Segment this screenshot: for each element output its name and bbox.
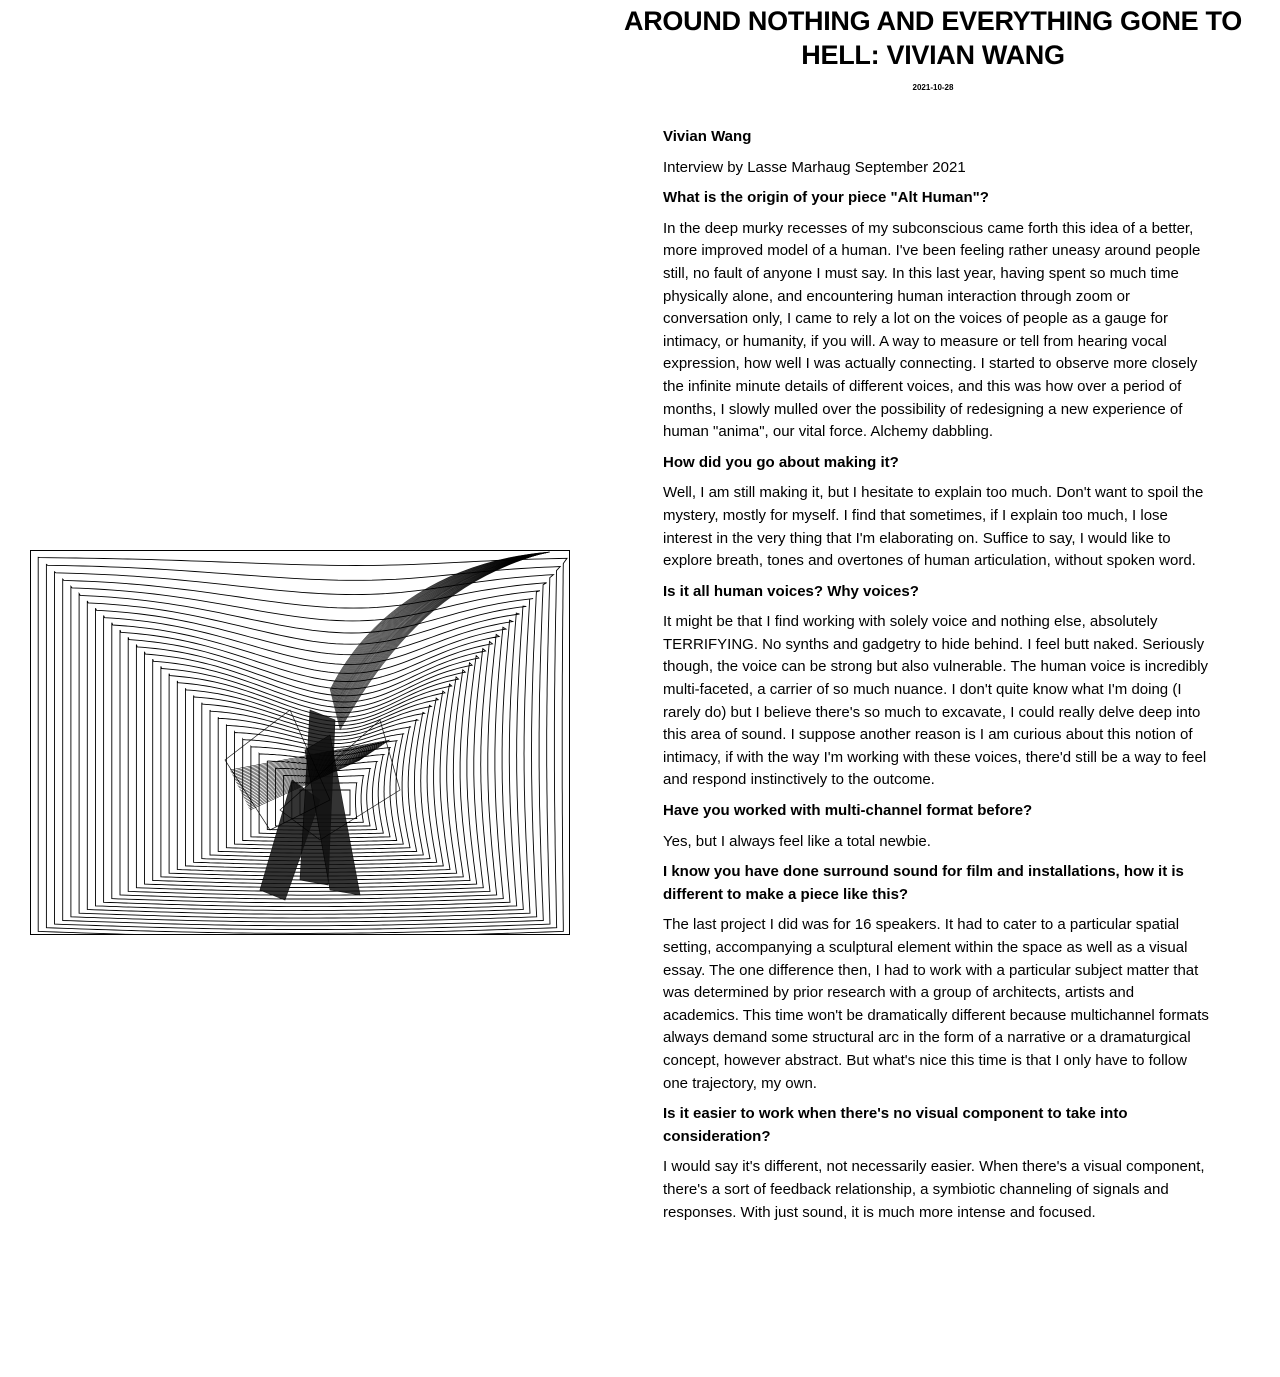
article-date: 2021-10-28 xyxy=(912,83,954,92)
answer: The last project I did was for 16 speakers. It had to cater to a particular spatial setting, accompanying a sculptural element within the space as well as a visual essay. The one difference then, I had to work with a particular subject matter that was determined by prior research with a group of architects, artists and academics. This time won't be dramatically different because multichannel formats always demand some structural arc in the form of a narrative or a dramaturgical concept, however abstract. But what's nice this time is that I only have to follow one trajectory, my own. xyxy=(663,916,1209,1092)
art-ribbon-line xyxy=(332,552,549,696)
art-ribbon-line xyxy=(338,554,542,723)
artwork-image xyxy=(30,550,570,935)
answer: In the deep murky recesses of my subconscious came forth this idea of a better, more improved model of a human. I've been feeling rather uneasy around people still, no fault of anyone I must say. In this last year, having spent so much time physically alone, and encountering human interaction through zoom or conversation only, I came to rely a lot on the voices of people as a gauge for intimacy, or humanity, if you will. A way to measure or tell from hearing vocal expression, how well I was actually connecting. I started to observe more closely the infinite minute details of different voices, and this was how over a period of months, I slowly mulled over the possibility of redesigning a new experience of human "anima", our vital force. Alchemy dabbling. xyxy=(663,219,1201,441)
line-art-illustration xyxy=(30,550,570,935)
question: Is it easier to work when there's no visual component to take into consideration? xyxy=(663,1105,1128,1145)
art-ribbon-line xyxy=(335,553,546,709)
question: Is it all human voices? Why voices? xyxy=(663,582,919,600)
interviewee-name: Vivian Wang xyxy=(663,128,752,145)
answer: It might be that I find working with solely voice and nothing else, absolutely TERRIFYING. No synths and gadgetry to hide behind. I feel butt naked. Seriously though, the voice can be strong but also vulnerable. The human voice is incredibly multi-faceted, a carrier of so much nuance. I don't quite know what I'm doing (I rarely do) but I believe there's so much to excavate, I could really delve deep into this area of sound. I suppose another reason is I am curious about this notion of intimacy, if with the way I'm working with these voices, there'd still be a way to feel and respond instinctively to the outcome. xyxy=(663,613,1209,789)
question: I know you have done surround sound for film and installations, how it is different to make a piece like this? xyxy=(663,863,1184,903)
article xyxy=(624,4,1242,1232)
article-body xyxy=(663,126,1211,1224)
answer: Well, I am still making it, but I hesitate to explain too much. Don't want to spoil the mystery, mostly for myself. I find that sometimes, if I explain too much, I lose interest in the very thing that I'm elaborating on. Suffice to say, I would like to explore breath, tones and overtones of human articulation, without spoken word. xyxy=(663,484,1204,570)
interview-byline: Interview by Lasse Marhaug September 2021 xyxy=(663,158,966,176)
answer: Yes, but I always feel like a total newbie. xyxy=(663,832,931,850)
answer: I would say it's different, not necessarily easier. When there's a visual component, there's a sort of feedback relationship, a symbiotic channeling of signals and responses. With just sound, it is much more intense and focused. xyxy=(663,1158,1205,1221)
question: Have you worked with multi-channel format before? xyxy=(663,802,1033,820)
art-ribbon-line xyxy=(336,553,544,713)
question: How did you go about making it? xyxy=(663,453,899,471)
article-title: AROUND NOTHING AND EVERYTHING GONE TO HELL: VIVIAN WANG xyxy=(624,6,1242,70)
question: What is the origin of your piece "Alt Human"? xyxy=(663,189,989,207)
